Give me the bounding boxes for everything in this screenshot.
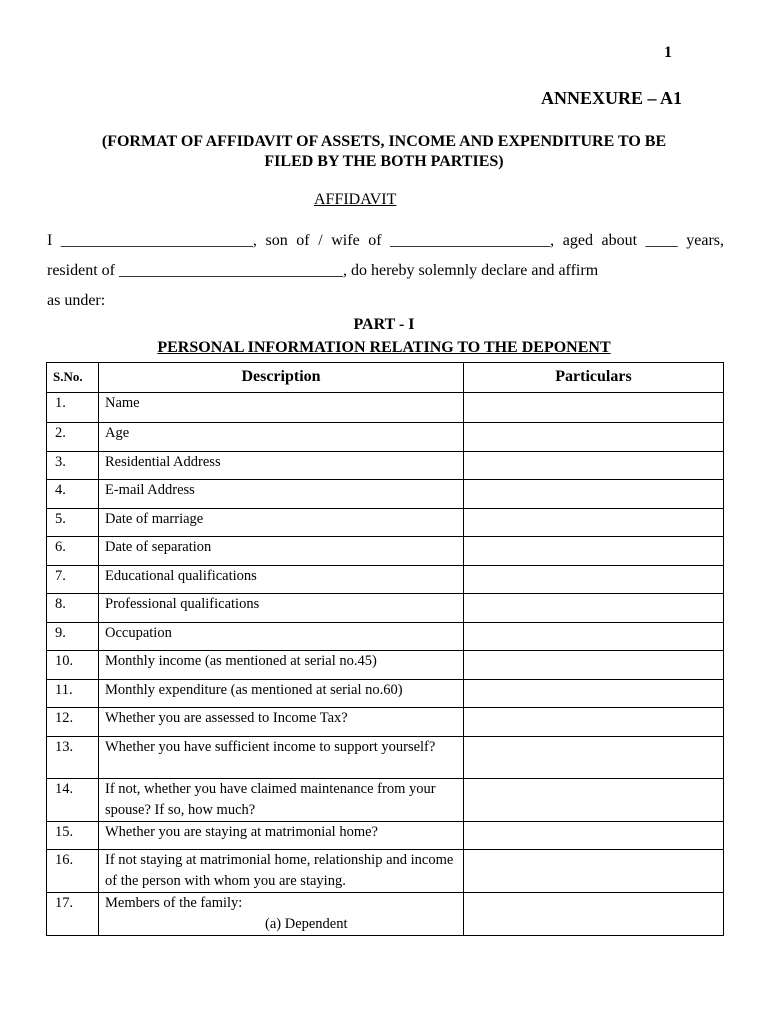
row-description: Monthly income (as mentioned at serial no.45) — [99, 651, 464, 680]
row-description: Whether you have sufficient income to support yourself? — [99, 737, 464, 779]
row-sub-item: (a) Dependent — [265, 916, 348, 932]
row-particulars[interactable] — [464, 423, 724, 452]
row-sno: 2. — [47, 423, 99, 452]
row-particulars[interactable] — [464, 566, 724, 594]
header-particulars: Particulars — [464, 363, 724, 393]
row-description: Residential Address — [99, 452, 464, 480]
row-particulars[interactable] — [464, 893, 724, 936]
table-row — [47, 594, 724, 623]
row-particulars[interactable] — [464, 594, 724, 623]
row-sno: 1. — [47, 393, 99, 423]
part-subheading: PERSONAL INFORMATION RELATING TO THE DEPONENT — [157, 339, 611, 356]
row-description: Date of separation — [99, 537, 464, 566]
row-particulars[interactable] — [464, 651, 724, 680]
row-particulars[interactable] — [464, 822, 724, 850]
annexure-title: ANNEXURE – A1 — [540, 88, 682, 108]
page-number: 1 — [664, 44, 672, 61]
row-particulars[interactable] — [464, 537, 724, 566]
row-description: Monthly expenditure (as mentioned at serial no.60) — [99, 680, 464, 708]
table-row — [47, 623, 724, 651]
row-sno: 11. — [47, 680, 99, 708]
row-particulars[interactable] — [464, 509, 724, 537]
table-row — [47, 680, 724, 708]
row-description — [99, 893, 464, 936]
row-description: Occupation — [99, 623, 464, 651]
table-row — [47, 737, 724, 779]
row-sno: 7. — [47, 566, 99, 594]
declaration-paragraph — [47, 226, 724, 316]
row-sno: 8. — [47, 594, 99, 623]
row-particulars[interactable] — [464, 452, 724, 480]
table-row — [47, 779, 724, 822]
row-description: Whether you are staying at matrimonial home? — [99, 822, 464, 850]
table-row — [47, 480, 724, 509]
row-particulars[interactable] — [464, 623, 724, 651]
personal-info-table — [46, 362, 724, 936]
row-sno: 3. — [47, 452, 99, 480]
row-sno: 16. — [47, 850, 99, 893]
row-description: If not, whether you have claimed maintenance from your spouse? If so, how much? — [99, 779, 464, 822]
format-title-line1: (FORMAT OF AFFIDAVIT OF ASSETS, INCOME AND EXPENDITURE TO BE — [101, 133, 667, 150]
table-row — [47, 452, 724, 480]
table-row — [47, 822, 724, 850]
row-particulars[interactable] — [464, 393, 724, 423]
row-description: Age — [99, 423, 464, 452]
row-sno: 14. — [47, 779, 99, 822]
table-row — [47, 423, 724, 452]
header-description: Description — [99, 363, 464, 393]
row-sno: 6. — [47, 537, 99, 566]
row-sno: 10. — [47, 651, 99, 680]
row-sno: 4. — [47, 480, 99, 509]
row-description: Date of marriage — [99, 509, 464, 537]
row-sno: 17. — [47, 893, 99, 936]
declaration-text-end: as under: — [47, 292, 106, 309]
table-row — [47, 393, 724, 423]
table-row — [47, 893, 724, 936]
table-row — [47, 566, 724, 594]
format-title-line2: FILED BY THE BOTH PARTIES) — [264, 153, 504, 170]
row-particulars[interactable] — [464, 737, 724, 779]
row-particulars[interactable] — [464, 480, 724, 509]
table-row — [47, 651, 724, 680]
part-heading: PART - I — [353, 316, 415, 333]
table-row — [47, 537, 724, 566]
header-sno: S.No. — [47, 363, 99, 393]
table-row — [47, 509, 724, 537]
row-description: If not staying at matrimonial home, relationship and income of the person with whom you are staying. — [99, 850, 464, 893]
format-title — [48, 132, 720, 172]
row-particulars[interactable] — [464, 850, 724, 893]
table-header-row — [47, 363, 724, 393]
row-sno: 9. — [47, 623, 99, 651]
affidavit-heading: AFFIDAVIT — [314, 191, 397, 208]
declaration-text: I ________________________, son of / wife of ____________________, aged about ____ years, resident of ____________________________, do hereby solemnly declare and affirm — [47, 232, 724, 279]
row-particulars[interactable] — [464, 779, 724, 822]
table-row — [47, 850, 724, 893]
row-sno: 15. — [47, 822, 99, 850]
row-description: Educational qualifications — [99, 566, 464, 594]
row-description: Whether you are assessed to Income Tax? — [99, 708, 464, 737]
row-description-text: Members of the family: — [105, 895, 243, 911]
row-particulars[interactable] — [464, 680, 724, 708]
row-description: E-mail Address — [99, 480, 464, 509]
row-description: Name — [99, 393, 464, 423]
row-sno: 12. — [47, 708, 99, 737]
row-description: Professional qualifications — [99, 594, 464, 623]
row-sno: 5. — [47, 509, 99, 537]
table-row — [47, 708, 724, 737]
row-sno: 13. — [47, 737, 99, 779]
row-particulars[interactable] — [464, 708, 724, 737]
